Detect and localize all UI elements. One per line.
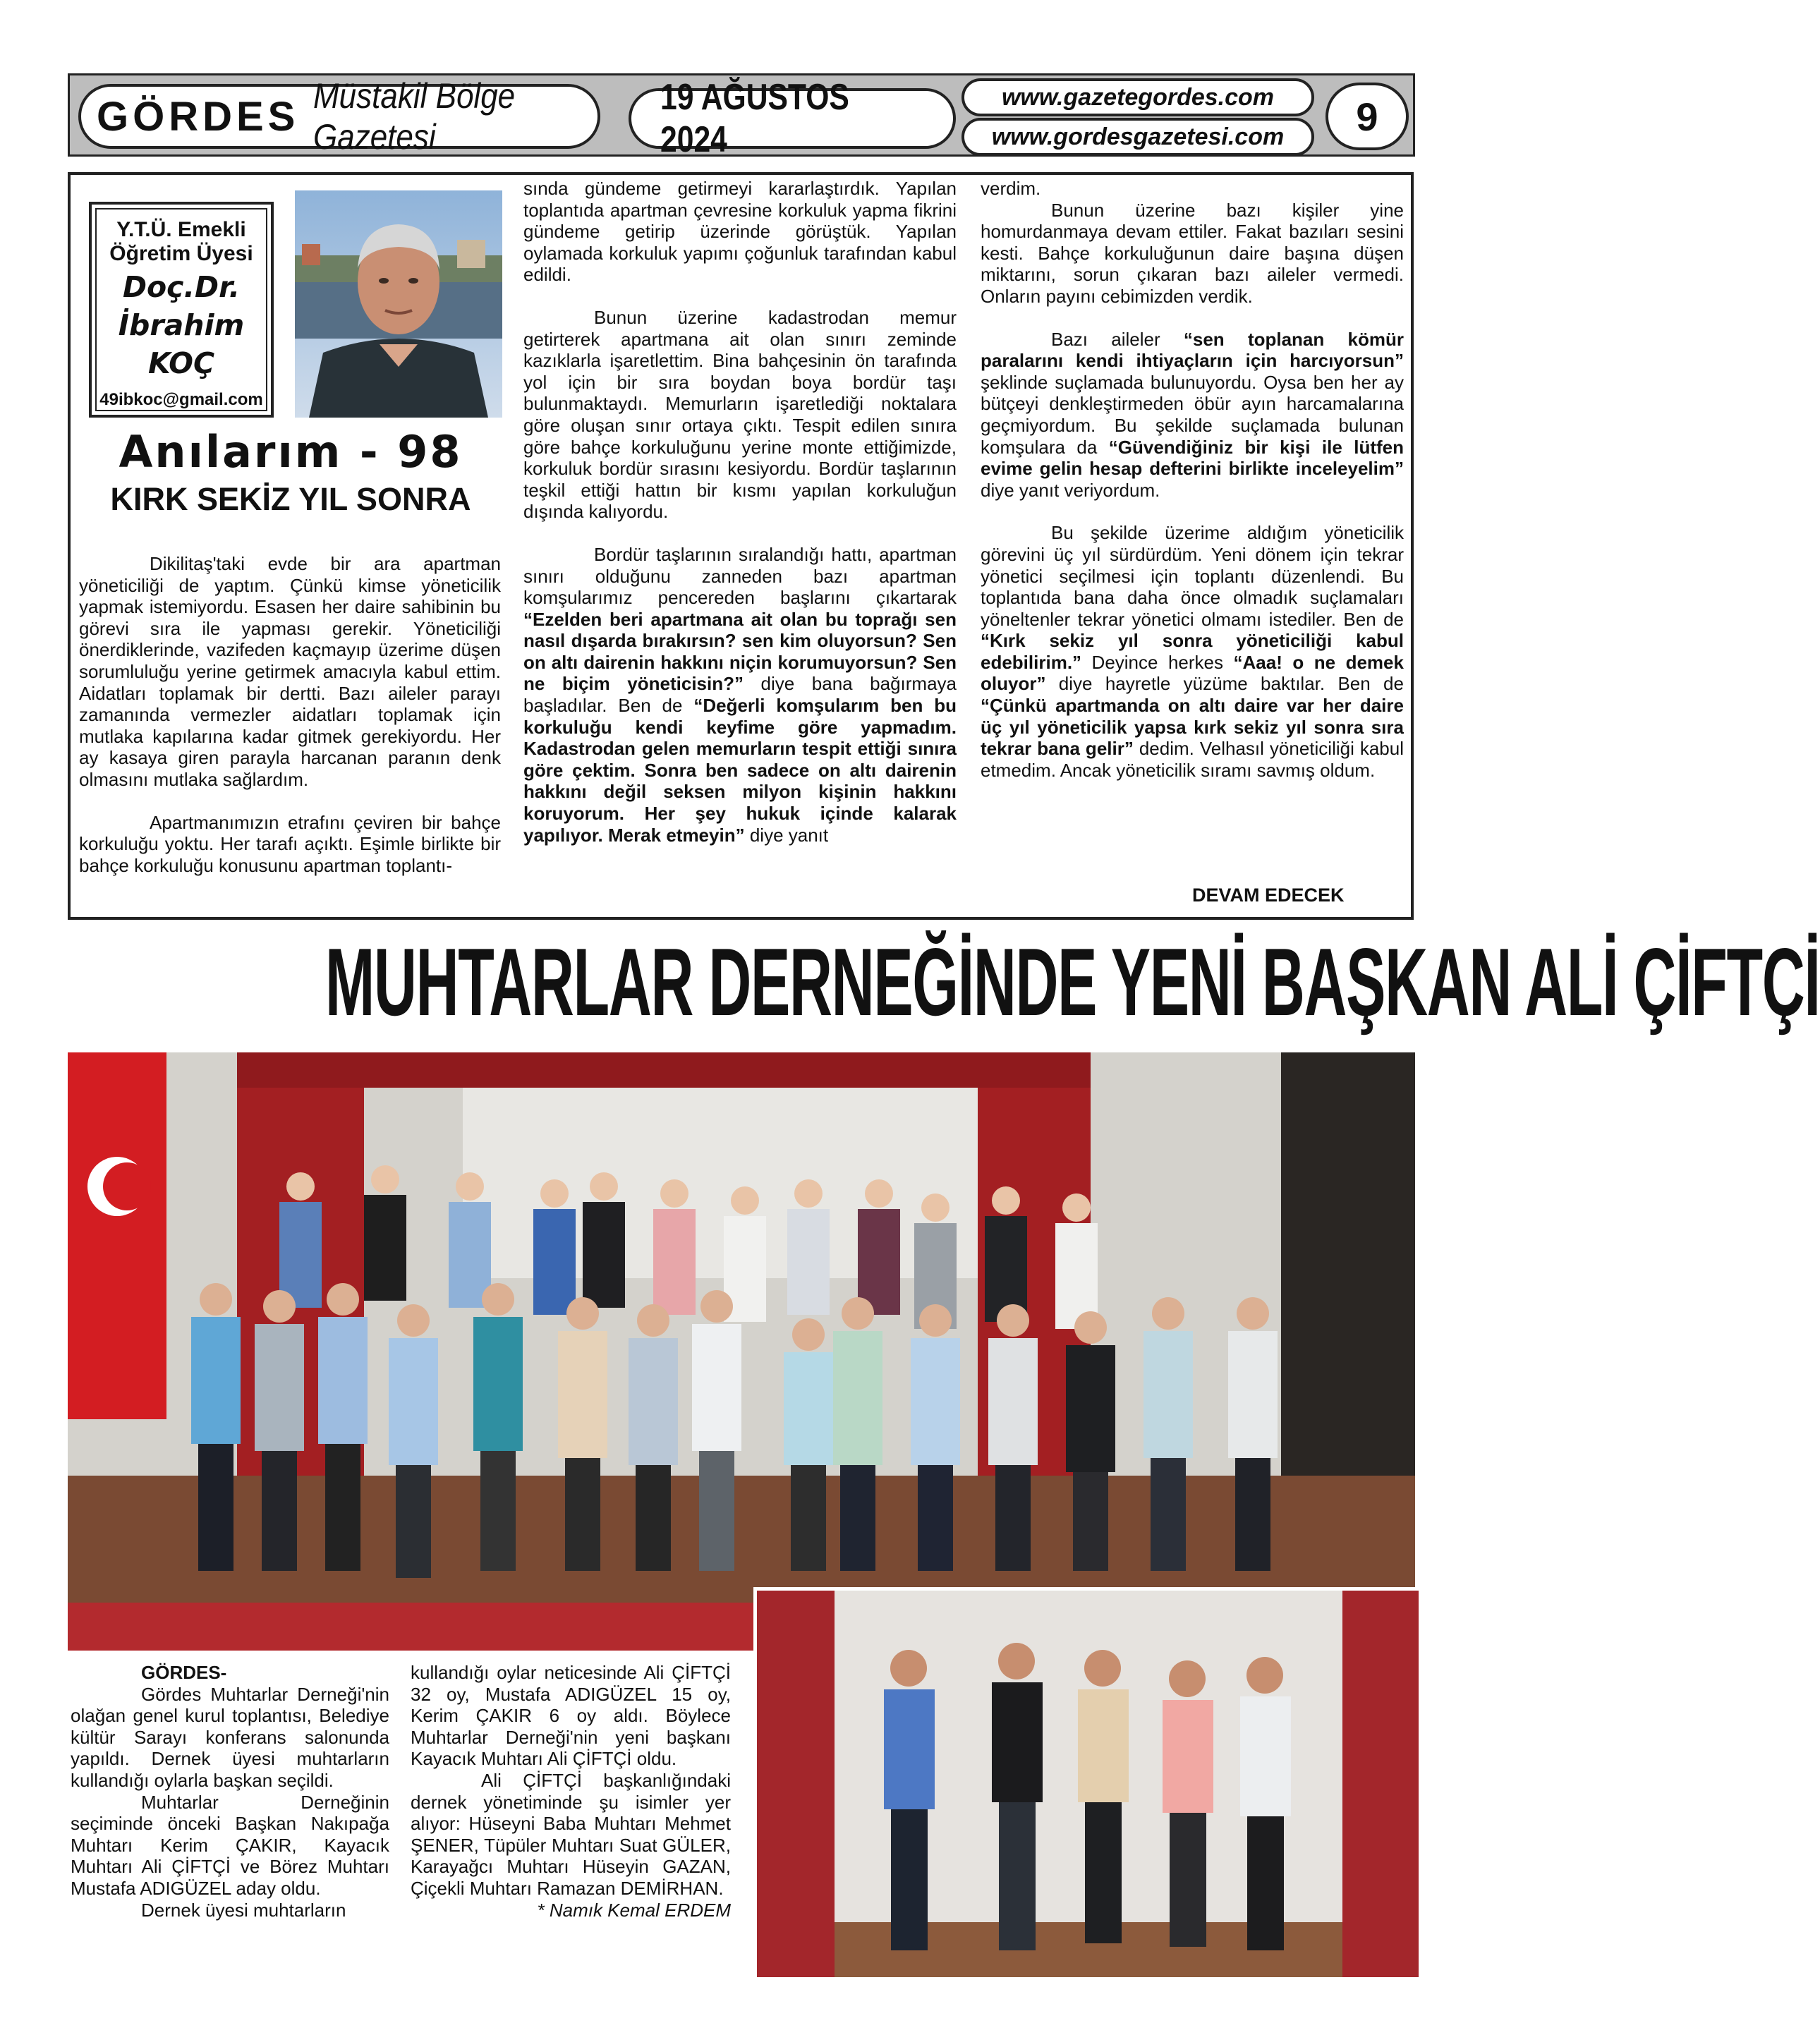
issue-date-plate — [629, 77, 956, 160]
column-series-title: Anılarım - 98 — [119, 426, 463, 478]
newspaper-name: GÖRDES — [97, 93, 300, 140]
column-text-col2 — [523, 178, 957, 846]
website-1: www.gazetegordes.com — [1001, 83, 1275, 111]
newspaper-subtitle: Müstakil Bölge Gazetesi — [313, 76, 516, 157]
column-paragraph: Dikilitaş'taki evde bir ara apartman yöneticiliği de yaptım. Çünkü kimse yöneticilik yapmak istemiyordu. Esasen her daire sahibinin bu görevi sıra ile yapması gerekir. Yöneticiliği önerdiklerinde, vazifeden kaçmayıp üzerime düşen sorumluluğu yerine getirmek amacıyla kabul ettim. Aidatları toplamak bir dertti. Bazı aileler parayı zamanında vermezler aidatları toplamak için mutlaka kapılarına kadar gitmek gerekiyordu. Her ay kasaya giren parayla harcanan paranın denk olmasını mutlaka sağlardım. — [79, 553, 501, 790]
text-run: diye bana bağırmaya başladılar. Ben de — [523, 673, 957, 717]
group-photo-image — [68, 1052, 1415, 1651]
quote-bold: “sen toplanan kömür paralarını kendi ihtiyaçların için harcıyorsun” — [981, 328, 1404, 372]
news-paragraph: Ali ÇİFTÇİ başkanlığındaki dernek yönetiminde şu isimler yer alıyor: Hüseyni Baba Muhtarı Mehmet ŞENER, Tüpüler Muhtarı Suat GÜLER, Karayağcı Muhtarı Hüseyin GAZAN, Çiçekli Muhtarı Ramazan DEMİRHAN. — [411, 1769, 731, 1899]
author-name-line1: Doç.Dr. — [122, 270, 241, 304]
text-run: Deyince herkes — [1091, 651, 1224, 673]
newspaper-name-plate — [78, 76, 600, 157]
quote-bold: “Çünkü apartmanda on altı daire var her daire üç yıl yöneticilik yapsa kırk sekiz yıl sonra sıra tekrar bana gelir” — [981, 695, 1404, 760]
column-paragraph — [981, 522, 1404, 781]
news-dateline: GÖRDES- — [141, 1662, 227, 1683]
text-run: diye hayretle yüzüme baktılar. Ben de — [1058, 673, 1404, 695]
text-run: şeklinde suçlamada bulunuyordu. Oysa ben her ay bütçeyi denkleştirmeden öbür ayın harcamalarına geçmiyordum. Bu şekilde suçlamada bulunan komşulara da — [981, 371, 1404, 458]
text-run: Bazı aileler — [1051, 328, 1160, 350]
quote-bold: “Ezelden beri apartmana ait olan bu toprağı sen nasıl dışarda bırakırsın? sen kim oluyorsun? Sen on altı dairenin hakkını niçin korumuyorsun? Sen ne biçim yöneticisin?” — [523, 608, 957, 695]
news-paragraph: Gördes Muhtarlar Derneği'nin olağan genel kurul toplantısı, Belediye kültür Sarayı konferans salonunda yapıldı. Dernek üyesi muhtarların kullandığı oylarla başkan seçildi. — [71, 1683, 389, 1791]
column-text-col3 — [981, 178, 1404, 781]
text-run: dedim. Velhasıl yöneticiliği kabul etmedim. Ancak yöneticilik sıramı savmış oldum. — [981, 738, 1405, 781]
text-run: diye yanıt veriyordum. — [981, 479, 1160, 501]
news-headline: MUHTARLAR DERNEĞİNDE YENİ BAŞKAN ALİ ÇİFTÇİ — [325, 928, 1820, 1035]
column-paragraph — [981, 329, 1404, 502]
news-text-col1 — [71, 1662, 389, 1921]
column-paragraph: sında gündeme getirmeyi kararlaştırdık. Yapılan toplantıda apartman çevresine korkuluk yapma fikrini gündeme getirip üzerinde görüştük. Yapılan oylamada korkuluk yapımı çoğunluk tarafından kabul edildi. — [523, 178, 957, 286]
author-name-line3: KOÇ — [147, 346, 215, 380]
issue-date: 19 AĞUSTOS 2024 — [660, 77, 849, 160]
quote-bold: “Değerli komşularım ben bu korkuluğu kendi keyfime göre yapmadım. Kadastrodan gelen memurların tespit ettiği sınıra göre çektim. Sonra ben sadece on altı dairenin hakkını değil seksen milyon kişinin hakkını koruyorum. Her şey hukuk içinde kalarak yapılıyor. Merak etmeyin” — [523, 695, 957, 846]
quote-bold: “Aaa! o ne demek oluyor” — [981, 651, 1404, 695]
news-paragraph: Muhtarlar Derneğinin seçiminde önceki Başkan Nakıpağa Muhtarı Kerim ÇAKIR, Kayacık Muhtarı Ali ÇİFTÇİ ve Börez Muhtarı Mustafa ADIGÜZEL aday oldu. — [71, 1791, 389, 1899]
author-name-line2: İbrahim — [118, 308, 245, 342]
column-paragraph — [523, 544, 957, 846]
page-number: 9 — [1356, 94, 1378, 139]
page-number-plate — [1325, 83, 1409, 150]
news-byline: * Namık Kemal ERDEM — [537, 1899, 731, 1921]
website-link-2[interactable] — [961, 118, 1314, 156]
masthead — [68, 73, 1415, 160]
text-run: Bu şekilde üzerime aldığım yöneticilik görevini üç yıl sürdürdüm. Yeni dönem için tekrar yönetici seçilmesi için toplantı düzenlendi. Bu toplantıda bana daha önce olmadık suçlamaları yöneltenler tekrar yönetici olmamı istediler. Ben de — [981, 522, 1404, 630]
news-text-col2 — [411, 1662, 731, 1921]
column-text-col1 — [79, 553, 501, 876]
to-be-continued: DEVAM EDECEK — [1192, 885, 1345, 906]
author-portrait — [295, 190, 502, 418]
website-2: www.gordesgazetesi.com — [991, 123, 1285, 150]
author-title-line2: Öğretim Üyesi — [109, 242, 253, 265]
author-title-line1: Y.T.Ü. Emekli — [116, 218, 246, 241]
column-paragraph: Bunun üzerine kadastrodan memur getirterek apartmana ait olan sınırı zeminde kazıklarla işaretlettim. Bina bahçesinin ön tarafında yol için bir sıra boydan boya bordür taşı bulunmaktaydı. Memurların işaretlediği noktalara göre oluşan sınır ortaya çıktı. Tespit edilen sınıra göre bahçe korkuluğunu yerine monte ettiğimizde, korkuluk bordür sırasını kesiyordu. Bordür taşlarının teşkil ettiği hattın bir kısmı yapılan korkuluğun dışında kalıyordu. — [523, 306, 957, 523]
board-photo — [753, 1587, 1422, 1981]
author-email: 49ibkoc@gmail.com — [99, 390, 263, 409]
column-paragraph: Bunun üzerine bazı kişiler yine homurdanmaya devam ettiler. Fakat bazıları sesini kesti. Bahçe korkuluğunun daire başına düşen miktarını, sorun çıkaran bazı aileler vermedi. Onların payını cebimizden verdik. — [981, 199, 1404, 307]
text-run: diye yanıt — [749, 824, 829, 846]
text-run: Bordür taşlarının sıralandığı hattı, apartman sınırı olduğunu zanneden bazı apartman komşularımız pencereden başlarını çıkartarak — [523, 543, 957, 609]
board-photo-image — [757, 1591, 1419, 1977]
quote-bold: “Kırk sekiz yıl sonra yöneticiliği kabul edebilirim.” — [981, 630, 1404, 673]
group-photo — [68, 1052, 1415, 1651]
news-paragraph: Dernek üyesi muhtarların — [141, 1899, 346, 1921]
author-portrait-image — [295, 190, 502, 418]
quote-bold: “Güvendiğiniz bir kişi ile lütfen evime gelin hesap defterini birlikte inceleyelim” — [981, 436, 1404, 480]
column-paragraph: Apartmanımızın etrafını çeviren bir bahçe korkuluğu yoktu. Her tarafı açıktı. Eşimle birlikte bir bahçe korkuluğu konusunu apartman toplantı- — [79, 811, 501, 876]
news-paragraph: kullandığı oylar neticesinde Ali ÇİFTÇİ 32 oy, Mustafa ADIGÜZEL 15 oy, Kerim ÇAKIR 6 oy aldı. Böylece Muhtarlar Derneği'nin yeni başkanı Kayacık Muhtarı Ali ÇİFTÇİ oldu. — [411, 1662, 731, 1770]
column-title: KIRK SEKİZ YIL SONRA — [110, 481, 471, 517]
column-paragraph: verdim. — [981, 178, 1041, 199]
website-link-1[interactable] — [961, 78, 1314, 116]
author-card — [89, 202, 274, 418]
